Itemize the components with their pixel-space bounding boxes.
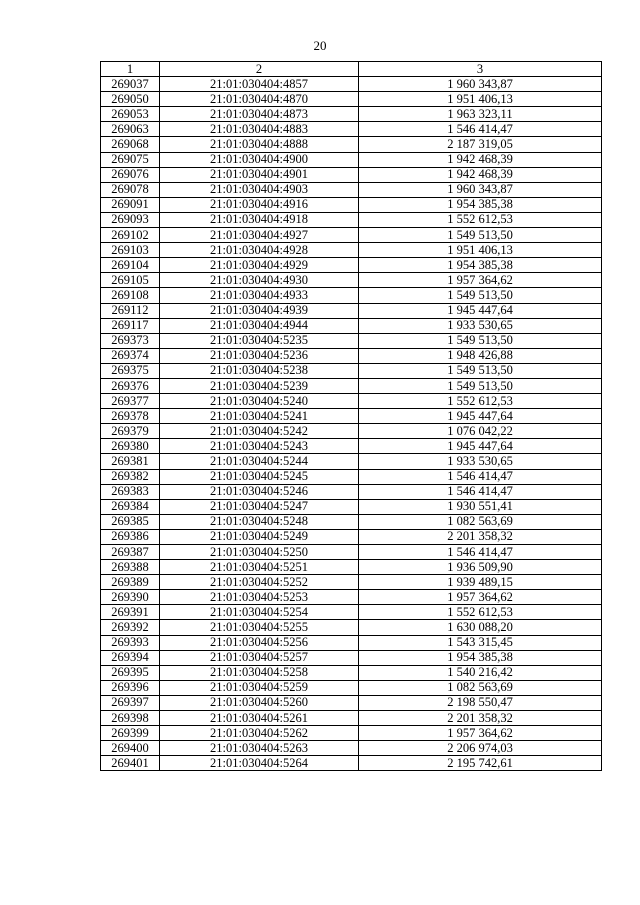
record-number-cell: 269105 [101,273,160,288]
record-number-cell: 269377 [101,394,160,409]
value-cell: 1 552 612,53 [359,394,602,409]
record-number-cell: 269050 [101,92,160,107]
cadastral-number-cell: 21:01:030404:4873 [160,107,359,122]
value-cell: 1 963 323,11 [359,107,602,122]
record-number-cell: 269386 [101,529,160,544]
table-row [101,469,602,484]
cadastral-number-cell: 21:01:030404:4927 [160,228,359,243]
table-row [101,348,602,363]
record-number-cell: 269400 [101,741,160,756]
cadastral-number-cell: 21:01:030404:5241 [160,409,359,424]
cadastral-number-cell: 21:01:030404:5244 [160,454,359,469]
table-row [101,575,602,590]
cadastral-number-cell: 21:01:030404:5264 [160,756,359,771]
cadastral-number-cell: 21:01:030404:5257 [160,650,359,665]
record-number-cell: 269378 [101,409,160,424]
cadastral-number-cell: 21:01:030404:4930 [160,273,359,288]
record-number-cell: 269103 [101,243,160,258]
value-cell: 1 945 447,64 [359,439,602,454]
table-row [101,439,602,454]
value-cell: 1 960 343,87 [359,182,602,197]
table-row [101,107,602,122]
column-header-1: 1 [101,62,160,77]
value-cell: 1 549 513,50 [359,378,602,393]
value-cell: 2 198 550,47 [359,695,602,710]
value-cell: 1 546 414,47 [359,484,602,499]
table-row [101,756,602,771]
value-cell: 2 187 319,05 [359,137,602,152]
value-cell: 1 549 513,50 [359,228,602,243]
value-cell: 1 954 385,38 [359,197,602,212]
record-number-cell: 269390 [101,590,160,605]
record-number-cell: 269063 [101,122,160,137]
cadastral-number-cell: 21:01:030404:5243 [160,439,359,454]
table-row [101,137,602,152]
cadastral-number-cell: 21:01:030404:5252 [160,575,359,590]
cadastral-number-cell: 21:01:030404:4900 [160,152,359,167]
record-number-cell: 269112 [101,303,160,318]
record-number-cell: 269383 [101,484,160,499]
cadastral-number-cell: 21:01:030404:5249 [160,529,359,544]
value-cell: 1 082 563,69 [359,514,602,529]
record-number-cell: 269075 [101,152,160,167]
value-cell: 1 552 612,53 [359,212,602,227]
value-cell: 1 630 088,20 [359,620,602,635]
table-row [101,514,602,529]
cadastral-number-cell: 21:01:030404:5238 [160,363,359,378]
cadastral-number-cell: 21:01:030404:4883 [160,122,359,137]
record-number-cell: 269384 [101,499,160,514]
record-number-cell: 269037 [101,77,160,92]
record-number-cell: 269399 [101,726,160,741]
table-row [101,378,602,393]
value-cell: 1 933 530,65 [359,454,602,469]
value-cell: 1 082 563,69 [359,680,602,695]
record-number-cell: 269394 [101,650,160,665]
value-cell: 1 948 426,88 [359,348,602,363]
record-number-cell: 269385 [101,514,160,529]
table-row [101,92,602,107]
record-number-cell: 269068 [101,137,160,152]
table-row [101,484,602,499]
value-cell: 1 942 468,39 [359,152,602,167]
cadastral-number-cell: 21:01:030404:5239 [160,378,359,393]
value-cell: 1 957 364,62 [359,273,602,288]
cadastral-number-cell: 21:01:030404:4901 [160,167,359,182]
table-header [101,62,602,77]
record-number-cell: 269078 [101,182,160,197]
table-row [101,680,602,695]
table-row [101,182,602,197]
record-number-cell: 269396 [101,680,160,695]
record-number-cell: 269117 [101,318,160,333]
table-row [101,454,602,469]
value-cell: 1 546 414,47 [359,122,602,137]
value-cell: 1 945 447,64 [359,303,602,318]
record-number-cell: 269093 [101,212,160,227]
table-row [101,212,602,227]
cadastral-number-cell: 21:01:030404:5255 [160,620,359,635]
cadastral-number-cell: 21:01:030404:4933 [160,288,359,303]
table-row [101,590,602,605]
record-number-cell: 269401 [101,756,160,771]
cadastral-number-cell: 21:01:030404:4857 [160,77,359,92]
cadastral-number-cell: 21:01:030404:4939 [160,303,359,318]
value-cell: 1 951 406,13 [359,243,602,258]
record-number-cell: 269108 [101,288,160,303]
record-number-cell: 269391 [101,605,160,620]
cadastral-number-cell: 21:01:030404:5240 [160,394,359,409]
record-number-cell: 269393 [101,635,160,650]
table-row [101,695,602,710]
registry-table [100,61,602,771]
value-cell: 1 552 612,53 [359,605,602,620]
table-row [101,228,602,243]
table-row [101,499,602,514]
value-cell: 1 933 530,65 [359,318,602,333]
table-row [101,318,602,333]
cadastral-number-cell: 21:01:030404:5259 [160,680,359,695]
value-cell: 1 076 042,22 [359,424,602,439]
record-number-cell: 269053 [101,107,160,122]
cadastral-number-cell: 21:01:030404:5253 [160,590,359,605]
table-row [101,409,602,424]
table-row [101,545,602,560]
table-row [101,424,602,439]
table-row [101,635,602,650]
cadastral-number-cell: 21:01:030404:4888 [160,137,359,152]
cadastral-number-cell: 21:01:030404:5254 [160,605,359,620]
record-number-cell: 269382 [101,469,160,484]
cadastral-number-cell: 21:01:030404:4944 [160,318,359,333]
value-cell: 1 546 414,47 [359,469,602,484]
record-number-cell: 269381 [101,454,160,469]
table-row [101,152,602,167]
cadastral-number-cell: 21:01:030404:5261 [160,711,359,726]
cadastral-number-cell: 21:01:030404:5245 [160,469,359,484]
record-number-cell: 269380 [101,439,160,454]
table-row [101,620,602,635]
value-cell: 1 942 468,39 [359,167,602,182]
cadastral-number-cell: 21:01:030404:5246 [160,484,359,499]
record-number-cell: 269398 [101,711,160,726]
table-row [101,77,602,92]
table-row [101,650,602,665]
cadastral-number-cell: 21:01:030404:5263 [160,741,359,756]
table-row [101,122,602,137]
value-cell: 1 960 343,87 [359,77,602,92]
cadastral-number-cell: 21:01:030404:5250 [160,545,359,560]
value-cell: 1 957 364,62 [359,590,602,605]
table-row [101,258,602,273]
cadastral-number-cell: 21:01:030404:4918 [160,212,359,227]
cadastral-number-cell: 21:01:030404:5251 [160,560,359,575]
table-row [101,288,602,303]
cadastral-number-cell: 21:01:030404:4870 [160,92,359,107]
table-row [101,363,602,378]
value-cell: 1 549 513,50 [359,288,602,303]
table-row [101,243,602,258]
cadastral-number-cell: 21:01:030404:4928 [160,243,359,258]
table-row [101,741,602,756]
cadastral-number-cell: 21:01:030404:5258 [160,665,359,680]
cadastral-number-cell: 21:01:030404:4929 [160,258,359,273]
cadastral-number-cell: 21:01:030404:4903 [160,182,359,197]
record-number-cell: 269076 [101,167,160,182]
record-number-cell: 269104 [101,258,160,273]
record-number-cell: 269102 [101,228,160,243]
cadastral-number-cell: 21:01:030404:5256 [160,635,359,650]
table-row [101,333,602,348]
value-cell: 1 540 216,42 [359,665,602,680]
value-cell: 1 543 315,45 [359,635,602,650]
record-number-cell: 269091 [101,197,160,212]
header-row [101,62,602,77]
value-cell: 1 939 489,15 [359,575,602,590]
table-row [101,529,602,544]
record-number-cell: 269392 [101,620,160,635]
record-number-cell: 269387 [101,545,160,560]
value-cell: 1 945 447,64 [359,409,602,424]
table-row [101,711,602,726]
column-header-2: 2 [160,62,359,77]
cadastral-number-cell: 21:01:030404:5247 [160,499,359,514]
value-cell: 1 549 513,50 [359,333,602,348]
table-row [101,394,602,409]
cadastral-number-cell: 21:01:030404:5242 [160,424,359,439]
cadastral-number-cell: 21:01:030404:5260 [160,695,359,710]
page-number: 20 [313,38,327,53]
cadastral-number-cell: 21:01:030404:5248 [160,514,359,529]
value-cell: 1 957 364,62 [359,726,602,741]
record-number-cell: 269373 [101,333,160,348]
value-cell: 2 195 742,61 [359,756,602,771]
value-cell: 2 201 358,32 [359,529,602,544]
record-number-cell: 269376 [101,378,160,393]
cadastral-number-cell: 21:01:030404:5235 [160,333,359,348]
table-row [101,726,602,741]
table-row [101,560,602,575]
record-number-cell: 269379 [101,424,160,439]
cadastral-number-cell: 21:01:030404:4916 [160,197,359,212]
table-row [101,273,602,288]
table-row [101,605,602,620]
record-number-cell: 269375 [101,363,160,378]
value-cell: 1 951 406,13 [359,92,602,107]
cadastral-number-cell: 21:01:030404:5236 [160,348,359,363]
record-number-cell: 269388 [101,560,160,575]
table-body [101,77,602,771]
value-cell: 1 546 414,47 [359,545,602,560]
value-cell: 1 954 385,38 [359,258,602,273]
record-number-cell: 269389 [101,575,160,590]
table-row [101,167,602,182]
table-row [101,665,602,680]
record-number-cell: 269395 [101,665,160,680]
table-row [101,303,602,318]
table-row [101,197,602,212]
value-cell: 1 549 513,50 [359,363,602,378]
column-header-3: 3 [359,62,602,77]
value-cell: 2 201 358,32 [359,711,602,726]
value-cell: 1 930 551,41 [359,499,602,514]
value-cell: 1 936 509,90 [359,560,602,575]
value-cell: 2 206 974,03 [359,741,602,756]
record-number-cell: 269397 [101,695,160,710]
record-number-cell: 269374 [101,348,160,363]
value-cell: 1 954 385,38 [359,650,602,665]
cadastral-number-cell: 21:01:030404:5262 [160,726,359,741]
